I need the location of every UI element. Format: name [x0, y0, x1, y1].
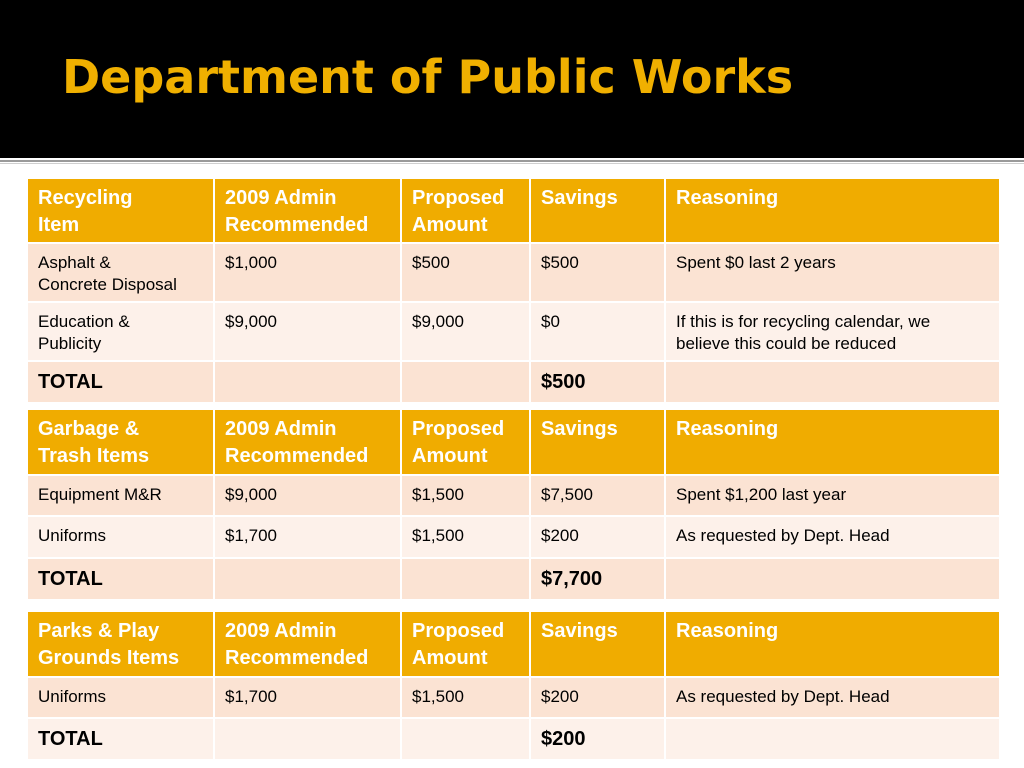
total-row	[27, 361, 1000, 403]
header-cell-savings: Savings	[530, 178, 665, 243]
total-label: TOTAL	[27, 718, 214, 760]
cell-savings: $0	[530, 302, 665, 361]
cell-reasoning	[665, 558, 1000, 600]
cell-item: Asphalt & Concrete Disposal	[27, 243, 214, 302]
recycling-table	[26, 177, 1001, 404]
cell-admin: $9,000	[214, 475, 401, 516]
cell-reasoning: Spent $0 last 2 years	[665, 243, 1000, 302]
cell-admin: $9,000	[214, 302, 401, 361]
cell-item: Uniforms	[27, 677, 214, 718]
header-cell-reasoning: Reasoning	[665, 409, 1000, 475]
cell-admin	[214, 361, 401, 403]
table-row	[27, 516, 1000, 558]
divider-line	[0, 160, 1024, 162]
total-row	[27, 558, 1000, 600]
cell-savings: $7,500	[530, 475, 665, 516]
header-cell-item: Recycling Item	[27, 178, 214, 243]
table-header-row	[27, 611, 1000, 677]
slide-title: Department of Public Works	[62, 50, 794, 104]
cell-proposed	[401, 718, 530, 760]
total-savings: $7,700	[530, 558, 665, 600]
header-cell-savings: Savings	[530, 611, 665, 677]
header-cell-reasoning: Reasoning	[665, 611, 1000, 677]
table-row	[27, 475, 1000, 516]
total-row	[27, 718, 1000, 760]
cell-proposed: $1,500	[401, 516, 530, 558]
parks-table	[26, 610, 1001, 761]
garbage-table	[26, 408, 1001, 601]
header-cell-savings: Savings	[530, 409, 665, 475]
header-cell-proposed: Proposed Amount	[401, 611, 530, 677]
title-bar	[0, 0, 1024, 158]
cell-item: Uniforms	[27, 516, 214, 558]
cell-reasoning	[665, 361, 1000, 403]
total-label: TOTAL	[27, 361, 214, 403]
table-row	[27, 243, 1000, 302]
header-cell-proposed: Proposed Amount	[401, 409, 530, 475]
cell-savings: $500	[530, 243, 665, 302]
total-savings: $500	[530, 361, 665, 403]
cell-item: Equipment M&R	[27, 475, 214, 516]
cell-item: Education & Publicity	[27, 302, 214, 361]
header-cell-item: Parks & Play Grounds Items	[27, 611, 214, 677]
cell-admin	[214, 558, 401, 600]
cell-savings: $200	[530, 677, 665, 718]
table-header-row	[27, 178, 1000, 243]
header-cell-item: Garbage & Trash Items	[27, 409, 214, 475]
table-row	[27, 677, 1000, 718]
cell-admin: $1,700	[214, 516, 401, 558]
header-cell-reasoning: Reasoning	[665, 178, 1000, 243]
cell-proposed: $500	[401, 243, 530, 302]
cell-admin	[214, 718, 401, 760]
header-cell-proposed: Proposed Amount	[401, 178, 530, 243]
cell-savings: $200	[530, 516, 665, 558]
cell-admin: $1,700	[214, 677, 401, 718]
table-header-row	[27, 409, 1000, 475]
header-cell-admin: 2009 Admin Recommended	[214, 611, 401, 677]
divider-line-thin	[0, 163, 1024, 164]
cell-proposed: $1,500	[401, 475, 530, 516]
cell-admin: $1,000	[214, 243, 401, 302]
total-label: TOTAL	[27, 558, 214, 600]
cell-reasoning	[665, 718, 1000, 760]
cell-reasoning: As requested by Dept. Head	[665, 677, 1000, 718]
table-row	[27, 302, 1000, 361]
header-cell-admin: 2009 Admin Recommended	[214, 409, 401, 475]
cell-proposed	[401, 558, 530, 600]
cell-reasoning: Spent $1,200 last year	[665, 475, 1000, 516]
total-savings: $200	[530, 718, 665, 760]
header-cell-admin: 2009 Admin Recommended	[214, 178, 401, 243]
cell-reasoning: As requested by Dept. Head	[665, 516, 1000, 558]
cell-proposed: $9,000	[401, 302, 530, 361]
cell-proposed	[401, 361, 530, 403]
cell-proposed: $1,500	[401, 677, 530, 718]
cell-reasoning: If this is for recycling calendar, we believe this could be reduced	[665, 302, 1000, 361]
